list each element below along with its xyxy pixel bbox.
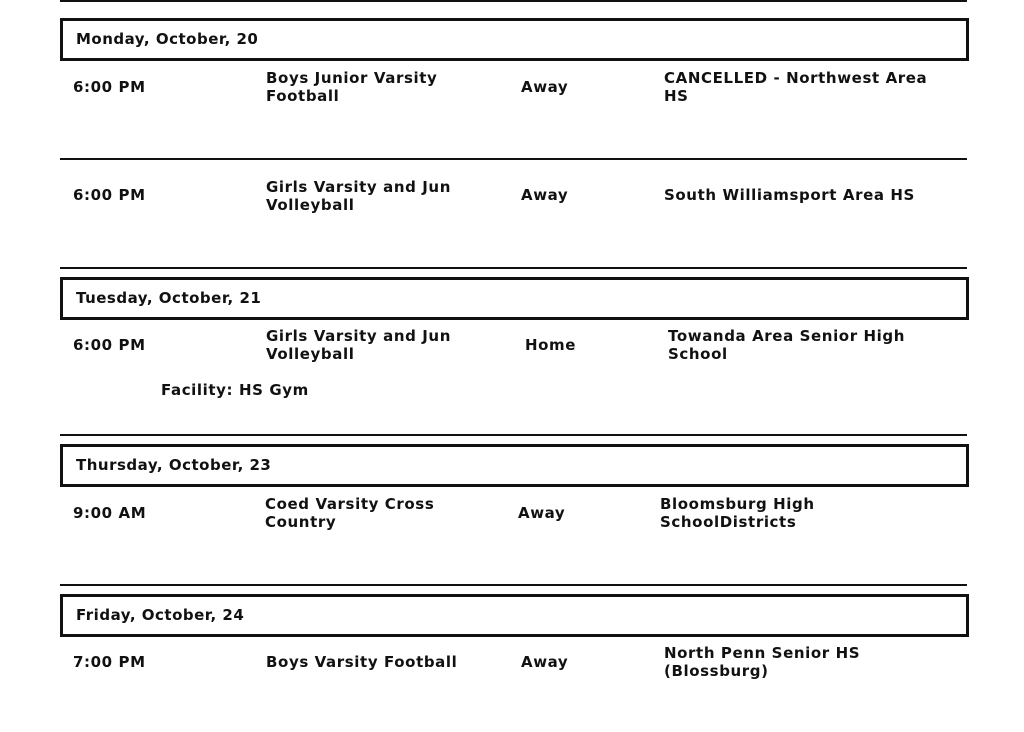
event-opponent: Towanda Area Senior High School (668, 327, 906, 363)
event-name: Girls Varsity and Jun Volleyball (266, 327, 451, 363)
day-header-friday (60, 594, 969, 637)
row-divider (60, 584, 967, 586)
event-location: Home (525, 336, 577, 354)
event-location: Away (521, 186, 569, 204)
event-location: Away (518, 504, 566, 522)
event-location: Away (521, 78, 569, 96)
row-divider (60, 158, 967, 160)
day-header-monday (60, 18, 969, 61)
event-opponent: CANCELLED - Northwest Area HS (664, 69, 928, 105)
day-header-thursday (60, 444, 969, 487)
day-header-label: Tuesday, October, 21 (76, 289, 262, 307)
top-divider (60, 0, 967, 2)
row-divider (60, 267, 967, 269)
event-name: Boys Varsity Football (266, 653, 458, 671)
event-name: Boys Junior Varsity Football (266, 69, 438, 105)
event-opponent: South Williamsport Area HS (664, 186, 915, 204)
event-name: Girls Varsity and Jun Volleyball (266, 178, 451, 214)
event-facility: Facility: HS Gym (161, 381, 309, 399)
event-location: Away (521, 653, 569, 671)
event-time: 6:00 PM (73, 186, 146, 204)
event-time: 6:00 PM (73, 78, 146, 96)
event-time: 9:00 AM (73, 504, 147, 522)
event-time: 7:00 PM (73, 653, 146, 671)
event-name: Coed Varsity Cross Country (265, 495, 435, 531)
day-header-label: Friday, October, 24 (76, 606, 245, 624)
day-header-tuesday (60, 277, 969, 320)
row-divider (60, 434, 967, 436)
event-opponent: Bloomsburg High SchoolDistricts (660, 495, 815, 531)
event-opponent: North Penn Senior HS (Blossburg) (664, 644, 861, 680)
day-header-label: Monday, October, 20 (76, 30, 259, 48)
event-time: 6:00 PM (73, 336, 146, 354)
day-header-label: Thursday, October, 23 (76, 456, 272, 474)
